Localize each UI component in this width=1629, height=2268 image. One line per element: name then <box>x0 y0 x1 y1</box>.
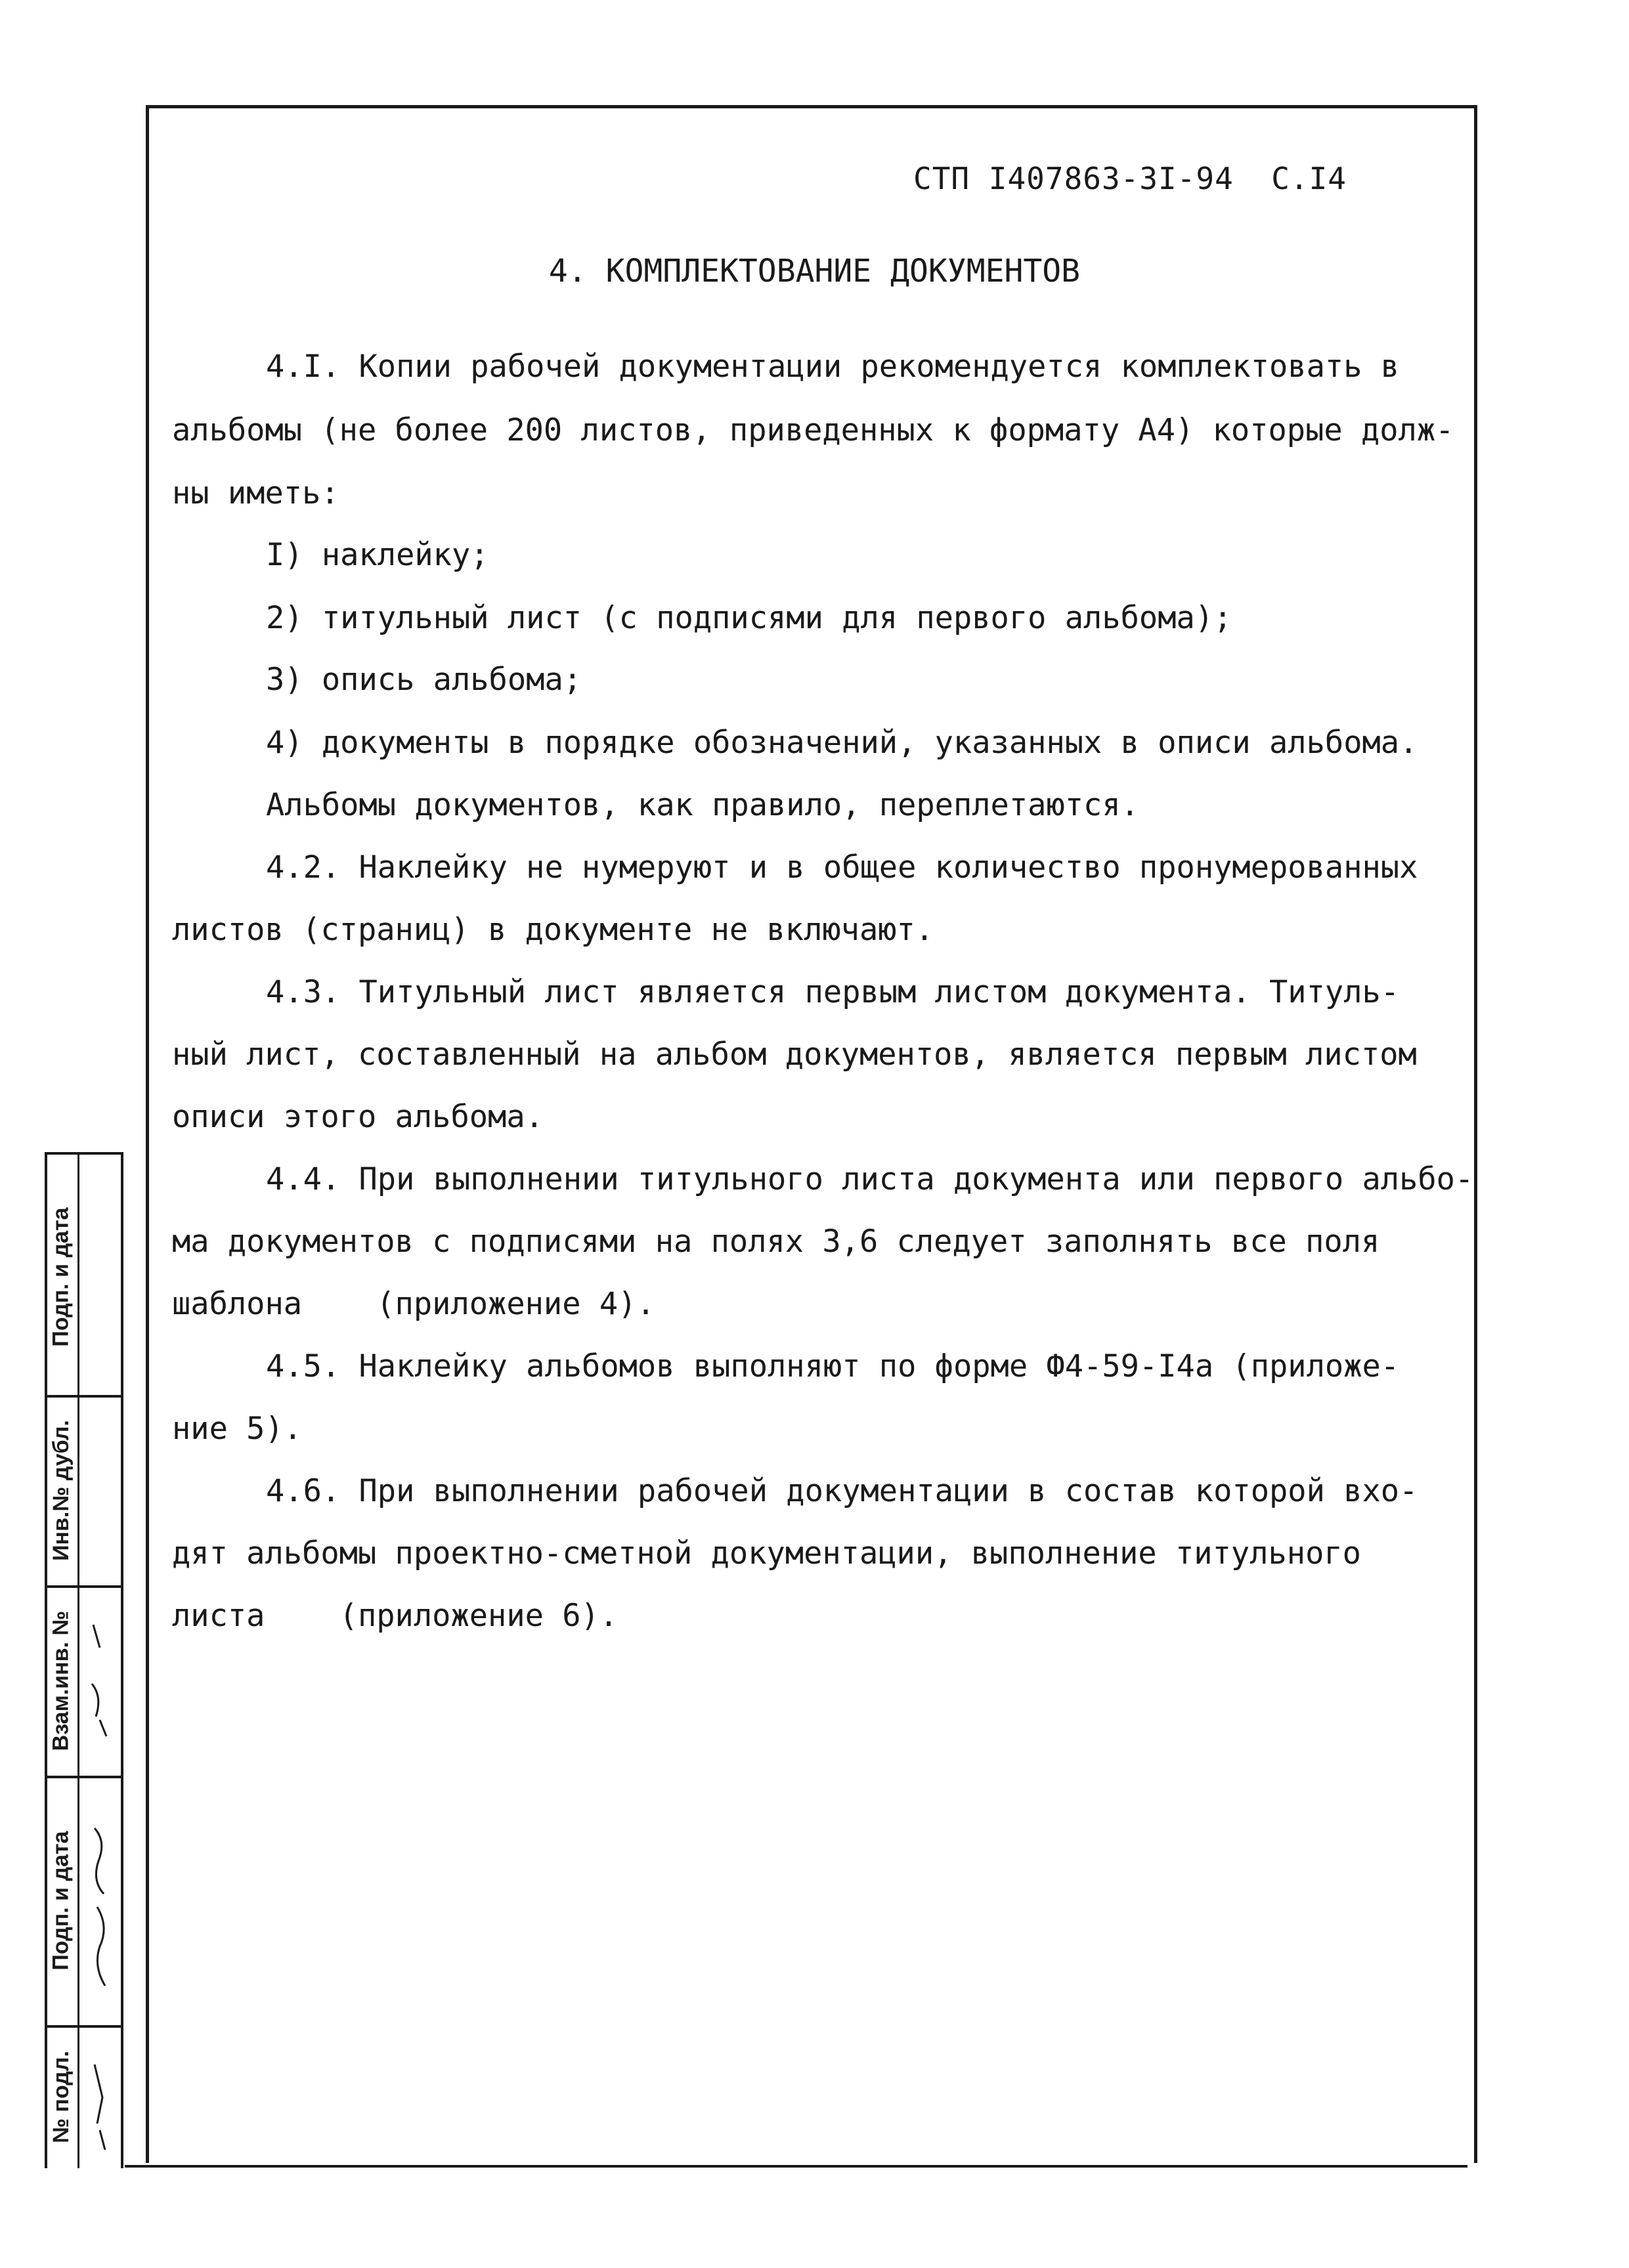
text-line: листа (приложение 6). <box>172 1598 619 1634</box>
stamp-label: № подл. <box>48 2050 74 2143</box>
list-item: 4) документы в порядке обозначений, указанных в описи альбома. <box>266 725 1418 761</box>
page-number: С.I4 <box>1271 161 1347 196</box>
list-item: I) наклейку; <box>266 537 489 573</box>
handwritten-signature <box>80 1815 122 2012</box>
list-item: 2) титульный лист (с подписями для первого альбома); <box>266 600 1232 636</box>
doc-code: СТП I407863-3I-94 <box>913 161 1234 196</box>
text-line: 4.6. При выполнении рабочей документации в состав которой вхо- <box>266 1473 1418 1509</box>
text-line: 4.4. При выполнении титульного листа документа или первого альбо- <box>266 1161 1474 1197</box>
text-line: 4.I. Копии рабочей документации рекомендуется комплектовать в <box>266 349 1400 385</box>
bottom-rule <box>125 2165 1467 2168</box>
stamp-label: Инв.№ дубл. <box>48 1419 74 1561</box>
text-line: альбомы (не более 200 листов, приведенных к формату А4) которые долж- <box>172 412 1454 448</box>
stamp-label: Взам.инв. № <box>48 1610 74 1751</box>
text-line: ный лист, составленный на альбом документов, является первым листом <box>172 1037 1417 1073</box>
list-item: 3) опись альбома; <box>266 662 582 698</box>
signature-mark <box>80 2051 122 2156</box>
stamp-label: Подп. и дата <box>48 1207 74 1347</box>
text-line: ны иметь: <box>172 475 339 511</box>
stamp-label: Подп. и дата <box>48 1830 74 1971</box>
text-line: шаблона (приложение 4). <box>172 1286 655 1322</box>
document-header <box>913 161 1347 196</box>
text-line: дят альбомы проектно-сметной документации, выполнение титульного <box>172 1535 1361 1572</box>
stamp-column <box>45 1152 123 2168</box>
text-line: 4.2. Наклейку не нумеруют и в общее количество пронумерованных <box>266 849 1418 886</box>
stamp-divider <box>77 1152 79 2168</box>
text-line: ма документов с подписями на полях 3,6 следует заполнять все поля <box>172 1224 1380 1260</box>
text-line: Альбомы документов, как правило, переплетаются. <box>266 787 1139 823</box>
text-line: 4.5. Наклейку альбомов выполняют по форме Ф4-59-I4а (приложе- <box>266 1348 1400 1384</box>
text-line: описи этого альбома. <box>172 1099 544 1135</box>
text-line: листов (страниц) в документе не включают. <box>172 912 934 948</box>
section-title: 4. КОМПЛЕКТОВАНИЕ ДОКУМЕНТОВ <box>548 253 1081 289</box>
signature-mark <box>80 1612 122 1763</box>
text-line: ние 5). <box>172 1411 303 1447</box>
text-line: 4.3. Титульный лист является первым листом документа. Титуль- <box>266 974 1400 1010</box>
